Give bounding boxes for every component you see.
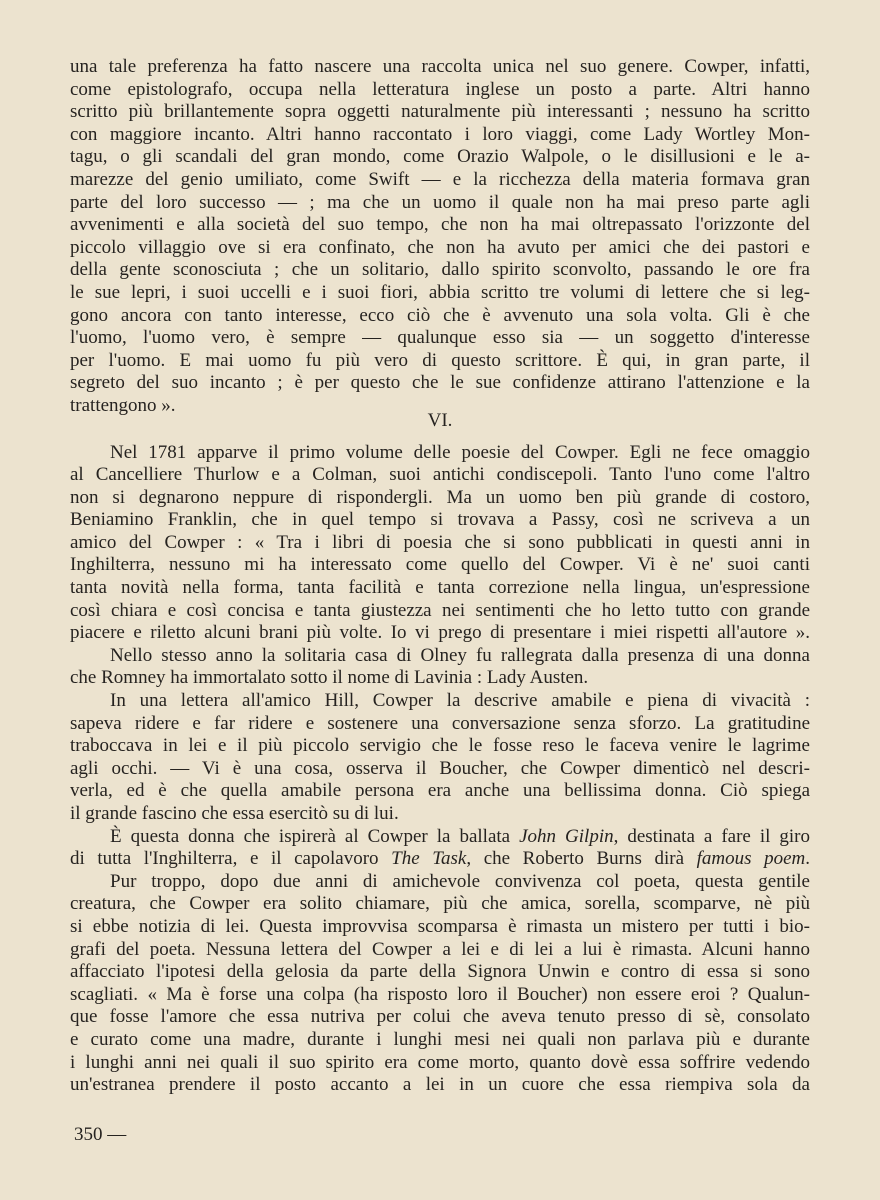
text-line: Inghilterra, nessuno mi ha interessato come quello del Cowper. Vi è ne' suoi canti [70,554,810,576]
body-text [70,56,810,1097]
text-line: come epistolografo, occupa nella letteratura inglese un posto a parte. Altri hanno [70,78,810,100]
text-line: si ebbe notizia di lei. Questa improvvisa scomparsa è rimasta un mistero per tutti i bio- [70,915,810,937]
text-line: trattengono ». [70,394,176,416]
text-line: Nel 1781 apparve il primo volume delle poesie del Cowper. Egli ne fece omaggio [110,441,810,463]
text-line: scagliati. « Ma è forse una colpa (ha risposto loro il Boucher) non essere eroi ? Qualun- [70,983,810,1005]
text-line: avvenimenti e alla società del suo tempo, che non ha mai oltrepassato l'orizzonte del [70,214,810,236]
text-line: non si degnarono neppure di rispondergli. Ma un uomo ben più grande di costoro, [70,486,810,508]
text-line: il grande fascino che essa esercitò su di lui. [70,803,399,824]
text-line: e curato come una madre, durante i lunghi mesi nei quali non parlava più e durante [70,1028,810,1050]
text-line: que fosse l'amore che essa nutriva per colui che aveva tenuto presso di sè, consolato [70,1006,810,1028]
text-line: tagu, o gli scandali del gran mondo, come Orazio Walpole, o le disillusioni e le a- [70,146,810,168]
text-line: amico del Cowper : « Tra i libri di poesia che si sono pubblicati in questi anni in [70,531,810,553]
text-line: In una lettera all'amico Hill, Cowper la descrive amabile e piena di vivacità : [110,690,810,712]
text-line: i lunghi anni nei quali il suo spirito era come morto, quanto dovè essa soffrire vedendo [70,1051,810,1073]
page-number: 350 — [74,1124,127,1145]
text-line: scritto più brillantemente sopra oggetti naturalmente più interessanti ; nessuno ha scritto [70,101,810,123]
italic-title: John Gilpin [519,825,614,847]
text-line: della gente sconosciuta ; che un solitario, dallo spirito sconvolto, passando le ore fra [70,259,810,281]
text-line: l'uomo, l'uomo vero, è sempre — qualunque esso sia — un soggetto d'interesse [70,327,810,349]
text-line: piacere e riletto alcuni brani più volte. Io vi prego di presentare i miei rispetti all'autore ». [70,622,810,644]
text-run: di tutta l'Inghilterra, e il capolavoro [70,848,392,870]
text-line: un'estranea prendere il posto accanto a lei in un cuore che essa riempiva sola da [70,1074,810,1096]
text-line: Nello stesso anno la solitaria casa di Olney fu rallegrata dalla presenza di una donna [110,644,810,666]
text-line: creatura, che Cowper era solito chiamare, più che amica, sorella, scomparve, nè più [70,893,810,915]
text-line: tanta novità nella forma, tanta facilità e tanta correzione nella lingua, un'espressione [70,577,810,599]
text-line: così chiara e così concisa e tanta giustezza nei sentimenti che ho letto tutto con grande [70,599,810,621]
text-line [70,848,810,871]
paragraph-lady-austen [70,645,810,690]
text-line: sapeva ridere e far ridere e sostenere una conversazione senza sforzo. La gratitudine [70,712,810,734]
text-run: È questa donna che ispirerà al Cowper la ballata [110,825,520,847]
text-line: marezze del genio umiliato, come Swift — e la ricchezza della materia formava gran [70,168,810,190]
text-line: per l'uomo. E mai uomo fu più vero di questo scrittore. È qui, in gran parte, il [70,349,810,371]
text-line: agli occhi. — Vi è una cosa, osserva il Boucher, che Cowper dimenticò nel descri- [70,757,810,779]
text-line: al Cancelliere Thurlow e a Colman, suoi antichi condiscepoli. Tanto l'uno come l'altro [70,464,810,486]
text-line: affacciato l'ipotesi della gelosia da parte della Signora Unwin e contro di essa si sono [70,961,810,983]
paragraph-john-gilpin [70,826,810,871]
paragraph-disappearance [70,871,810,1097]
text-line: con maggiore incanto. Altri hanno raccontato i loro viaggi, come Lady Wortley Mon- [70,123,810,145]
text-line [70,826,810,849]
text-line: piccolo villaggio ove si era confinato, che non ha avuto per amici che dei pastori e [70,236,810,258]
text-run: , destinata a fare il giro [613,825,810,847]
text-run: . [805,848,810,870]
text-line: Pur troppo, dopo due anni di amichevole convivenza col poeta, questa gentile [110,870,810,892]
text-line: segreto del suo incanto ; è per questo che le sue confidenze attirano l'attenzione e la [70,372,810,394]
text-line: grafi del poeta. Nessuna lettera del Cowper a lei e di lei a lui è rimasta. Alcuni hanno [70,938,810,960]
text-line: verla, ed è che quella amabile persona era anche una bellissima donna. Ciò spiega [70,780,810,802]
paragraph-continued [70,56,810,418]
paragraph-letter-hill [70,690,810,826]
section-heading: VI. [427,409,453,431]
text-run: , che Roberto Burns dirà [466,848,697,870]
text-line: le sue lepri, i suoi uccelli e i suoi fiori, abbia scritto tre volumi di lettere che si leg- [70,281,810,303]
paragraph-franklin [70,442,810,645]
text-line: gono ancora con tanto interesse, ecco ciò che è avvenuto una sola volta. Gli è che [70,304,810,326]
italic-quote: famous poem [696,848,806,870]
text-line: che Romney ha immortalato sotto il nome di Lavinia : Lady Austen. [70,667,589,689]
text-line: Beniamino Franklin, che in quel tempo si trovava a Passy, così ne scriveva a un [70,509,810,531]
text-line: traboccava in lei e il più piccolo servigio che le fosse reso le faceva venire le lagrime [70,735,810,757]
text-line: parte del loro successo — ; ma che un uomo il quale non ha mai preso parte agli [70,191,810,213]
text-line: una tale preferenza ha fatto nascere una raccolta unica nel suo genere. Cowper, infatti, [70,56,810,77]
italic-title: The Task [391,848,467,870]
